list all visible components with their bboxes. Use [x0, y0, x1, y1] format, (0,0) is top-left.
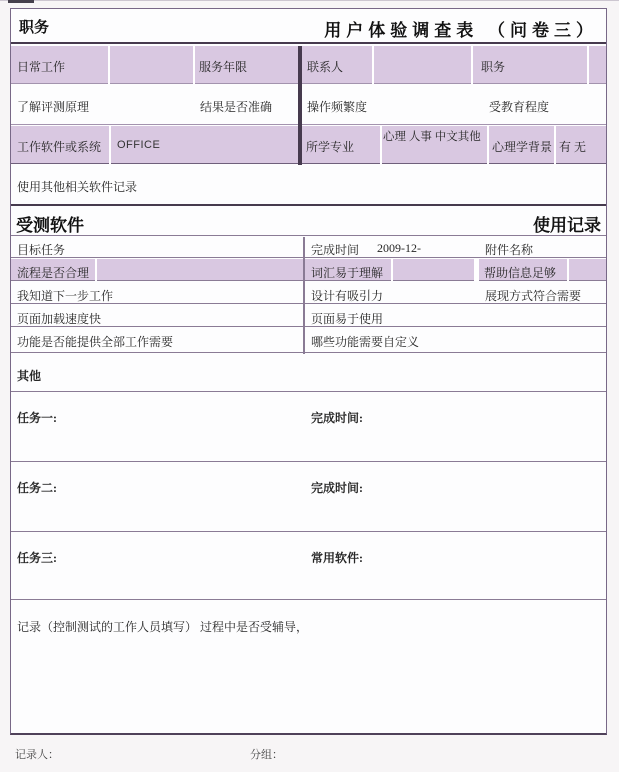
- major-options: 心理 人事 中文其他: [383, 131, 481, 143]
- cell-separator: [193, 46, 195, 84]
- form-title: 用户体验调查表 （问卷三）: [324, 21, 598, 40]
- cell-separator: [108, 46, 110, 84]
- presentation-fits-label: 展现方式符合需要: [485, 289, 582, 303]
- service-years-label: 服务年限: [199, 60, 248, 74]
- provides-all-functions-label: 功能是否能提供全部工作需要: [17, 335, 174, 349]
- work-software-value: OFFICE: [117, 139, 161, 151]
- flow-reasonable-label: 流程是否合理: [17, 266, 90, 280]
- center-divider-bottom-section: [303, 237, 305, 354]
- row-other: [11, 354, 606, 392]
- education-level-label: 受教育程度: [489, 100, 550, 114]
- task-2-finish-time-label: 完成时间:: [311, 481, 363, 495]
- cell-separator: [109, 126, 111, 164]
- recorder-label: 记录人：: [15, 749, 59, 761]
- work-software-label: 工作软件或系统: [17, 140, 102, 154]
- design-attractive-label: 设计有吸引力: [311, 289, 384, 303]
- cell-separator: [554, 126, 556, 164]
- finish-time-value: 2009-12-: [377, 241, 421, 255]
- row-page-speed: [11, 305, 606, 327]
- group-label: 分组：: [250, 749, 283, 761]
- page-easy-label: 页面易于使用: [311, 312, 384, 326]
- major-label: 所学专业: [306, 140, 355, 154]
- cell-separator: [474, 259, 479, 281]
- contact-label: 联系人: [307, 60, 344, 74]
- operation-frequency-label: 操作频繁度: [307, 100, 368, 114]
- task-3-common-software-label: 常用软件:: [311, 551, 363, 565]
- row-next-step: [11, 282, 606, 304]
- psych-background-label: 心理学背景: [492, 140, 553, 154]
- row-software: [11, 126, 606, 164]
- task-1-label: 任务一:: [17, 411, 57, 425]
- center-divider-top-section: [298, 46, 302, 165]
- know-next-step-label: 我知道下一步工作: [17, 289, 114, 303]
- cell-separator: [567, 259, 569, 281]
- daily-work-label: 日常工作: [17, 60, 66, 74]
- row-record-note: [11, 601, 606, 738]
- cell-separator: [372, 46, 374, 84]
- form-table: [10, 8, 607, 735]
- task-3-label: 任务三:: [17, 551, 57, 565]
- vocab-understandable-label: 词汇易于理解: [311, 266, 384, 280]
- row-task-1: [11, 393, 606, 462]
- row-section-header: [11, 208, 606, 236]
- row-other-software: [11, 165, 606, 206]
- cell-separator: [471, 46, 473, 84]
- cell-separator: [380, 126, 382, 164]
- row-task-3: [11, 533, 606, 600]
- result-accurate-label: 结果是否准确: [200, 100, 273, 114]
- top-edge-line: [0, 0, 619, 1]
- row-daily-work: [11, 46, 606, 84]
- finish-time-label: 完成时间: [311, 243, 360, 257]
- row-evaluation: [11, 85, 606, 125]
- cell-separator: [487, 126, 489, 164]
- row-target-task: [11, 237, 606, 258]
- psych-yes-no-options: 有 无: [559, 140, 587, 154]
- usage-record-header: 使用记录: [533, 216, 601, 235]
- other-software-note: 使用其他相关软件记录: [17, 180, 138, 194]
- task-1-finish-time-label: 完成时间:: [311, 411, 363, 425]
- cell-separator: [391, 259, 393, 281]
- cell-separator: [587, 46, 589, 84]
- record-note-text: 记录（控制测试的工作人员填写） 过程中是否受辅导，: [17, 620, 309, 634]
- page-loads-fast-label: 页面加载速度快: [17, 312, 102, 326]
- top-left-crop-mark: [8, 0, 34, 3]
- functions-to-customize-label: 哪些功能需要自定义: [311, 335, 420, 349]
- understand-principle-label: 了解评测原理: [17, 100, 90, 114]
- other-label: 其他: [17, 369, 42, 383]
- row-flow: [11, 259, 606, 281]
- row-title: [11, 9, 606, 44]
- target-task-label: 目标任务: [17, 243, 66, 257]
- row-functions: [11, 328, 606, 353]
- form-subject-label: 职务: [19, 19, 50, 36]
- row-task-2: [11, 463, 606, 532]
- task-2-label: 任务二:: [17, 481, 57, 495]
- cell-separator: [95, 259, 97, 281]
- position-label: 职务: [481, 60, 506, 74]
- help-sufficient-label: 帮助信息足够: [484, 266, 557, 280]
- attachment-name-label: 附件名称: [485, 243, 534, 257]
- tested-software-header: 受测软件: [16, 216, 84, 235]
